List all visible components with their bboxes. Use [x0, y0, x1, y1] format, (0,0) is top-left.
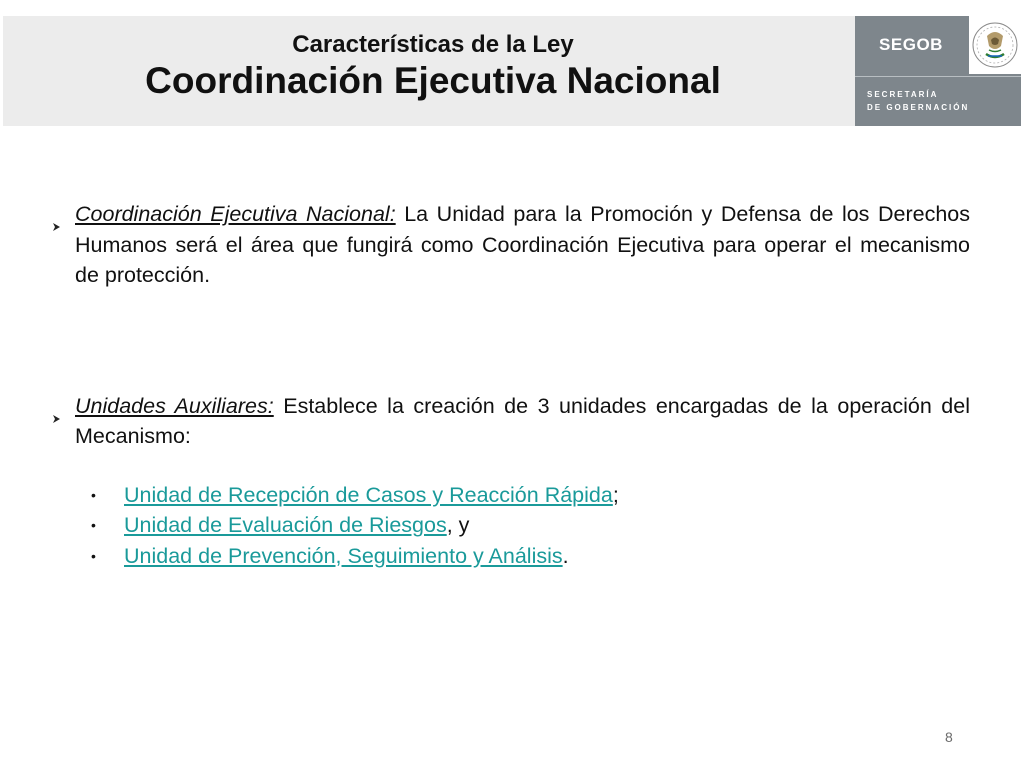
- list-item-suffix: , y: [446, 513, 470, 537]
- logo-subtitle-line2: DE GOBERNACIÓN: [867, 103, 970, 112]
- bullet-text: Establece la creación de 3 unidades encargadas de la operación del Mecanismo:: [75, 393, 970, 448]
- logo-subtitle-line1: SECRETARÍA: [867, 90, 939, 99]
- list-item: [52, 541, 970, 572]
- bullet-dot: •: [91, 486, 96, 503]
- logo-top-row: [855, 16, 1021, 74]
- bullet-dot: •: [91, 547, 96, 564]
- list-item-suffix: .: [562, 543, 569, 568]
- unit-list: [52, 480, 970, 572]
- page-number: 8: [945, 729, 953, 745]
- slide-body: [52, 199, 970, 571]
- list-item-suffix: ;: [612, 482, 619, 507]
- slide-title-block: [3, 30, 863, 102]
- arrow-bullet-item: [52, 199, 970, 291]
- bullet-text: La Unidad para la Promoción y Defensa de los Derechos Humanos será el área que fungirá como Coordinación Ejecutiva para operar el mecanismo de protección.: [75, 202, 970, 287]
- slide-title: Coordinación Ejecutiva Nacional: [145, 60, 721, 101]
- bullet-term: Unidades Auxiliares:: [75, 393, 274, 418]
- list-item: [52, 510, 970, 541]
- arrow-bullet-icon: [52, 402, 62, 412]
- mexico-seal-icon: [969, 16, 1021, 74]
- logo-divider: [855, 76, 1021, 77]
- bullet-dot: •: [91, 517, 96, 533]
- bullet-term: Coordinación Ejecutiva Nacional:: [75, 202, 396, 226]
- logo-subtitle: [867, 88, 969, 114]
- unit-link-recepcion[interactable]: Unidad de Recepción de Casos y Reacción Rápida: [124, 482, 613, 507]
- unit-link-prevencion[interactable]: Unidad de Prevención, Seguimiento y Análisis: [124, 543, 563, 568]
- list-item: [52, 480, 970, 511]
- arrow-bullet-icon: [52, 210, 62, 220]
- logo-wordmark: SEGOB: [855, 16, 967, 74]
- unit-link-evaluacion[interactable]: Unidad de Evaluación de Riesgos: [124, 513, 447, 537]
- segob-logo: [855, 16, 1021, 126]
- arrow-bullet-item: [52, 391, 970, 452]
- slide-subtitle: Características de la Ley: [292, 31, 574, 58]
